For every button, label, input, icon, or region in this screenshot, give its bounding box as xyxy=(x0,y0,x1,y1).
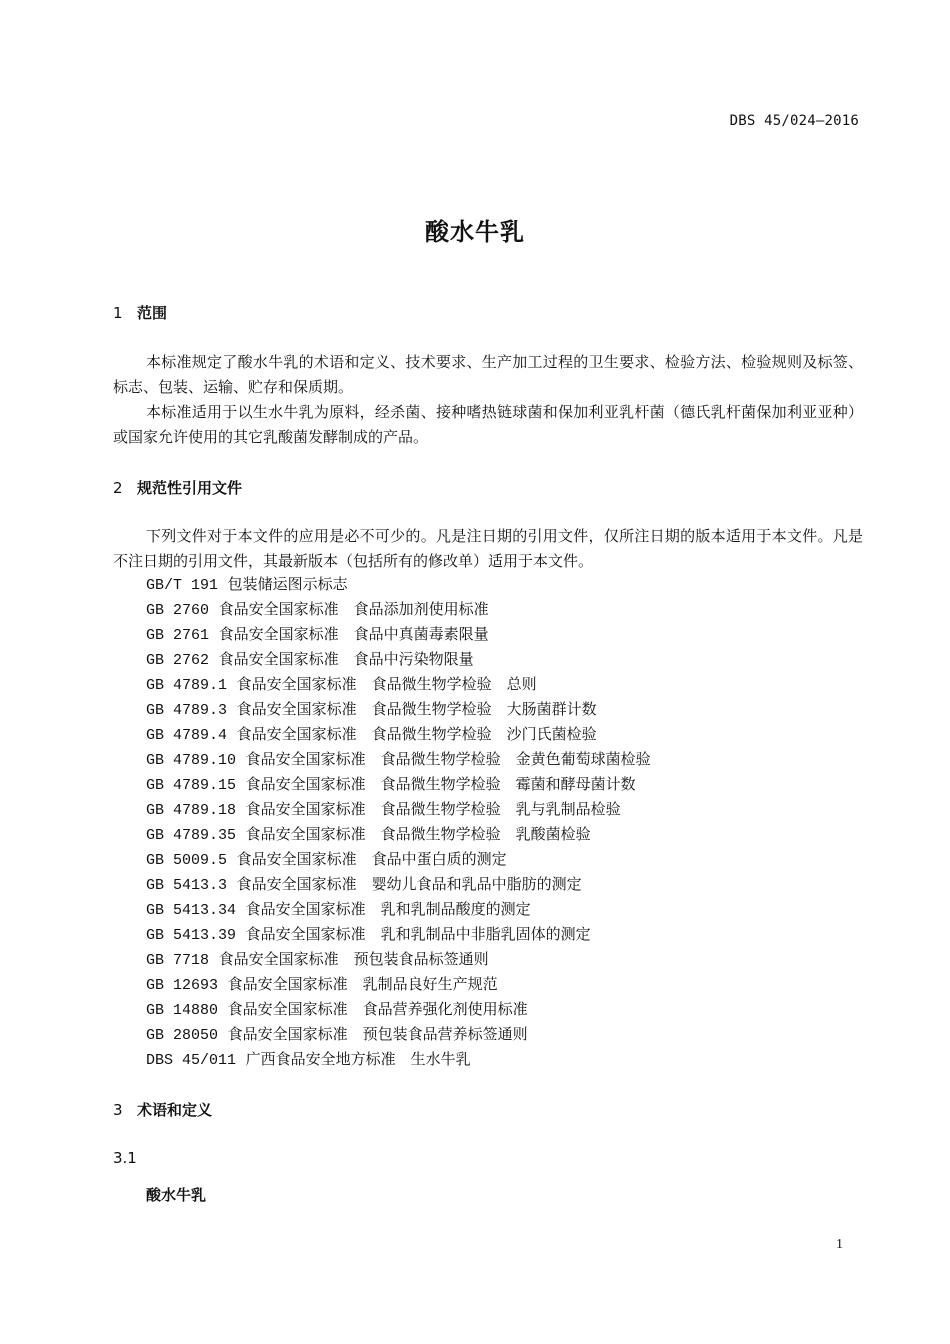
reference-item xyxy=(146,872,651,897)
reference-title: 食品安全国家标准 食品中真菌毒素限量 xyxy=(218,625,489,643)
reference-title: 食品安全国家标准 乳和乳制品中非脂乳固体的测定 xyxy=(245,925,591,943)
reference-title: 食品安全国家标准 乳制品良好生产规范 xyxy=(227,975,498,993)
reference-code: GB 5009.5 xyxy=(146,852,228,869)
reference-title: 包装储运图示标志 xyxy=(227,575,348,593)
reference-code: GB 2762 xyxy=(146,652,210,669)
scope-paragraph-2: 本标准适用于以生水牛乳为原料，经杀菌、接种嗜热链球菌和保加利亚乳杆菌（德氏乳杆菌保加利亚亚种）或国家允许使用的其它乳酸菌发酵制成的产品。 xyxy=(113,403,863,446)
reference-code: GB 5413.3 xyxy=(146,877,228,894)
reference-item xyxy=(146,572,651,597)
reference-item xyxy=(146,647,651,672)
reference-code: GB 14880 xyxy=(146,1002,219,1019)
subsection-number: 3.1 xyxy=(113,1149,137,1167)
reference-code: GB/T 191 xyxy=(146,577,219,594)
reference-code: GB 4789.15 xyxy=(146,777,237,794)
reference-code: GB 7718 xyxy=(146,952,210,969)
scope-paragraph-1: 本标准规定了酸水牛乳的术语和定义、技术要求、生产加工过程的卫生要求、检验方法、检验规则及标签、标志、包装、运输、贮存和保质期。 xyxy=(113,353,863,396)
reference-item xyxy=(146,597,651,622)
reference-item xyxy=(146,772,651,797)
reference-item xyxy=(146,997,651,1022)
standard-code: DBS 45/024—2016 xyxy=(729,113,859,129)
page-number: 1 xyxy=(836,1237,843,1252)
reference-title: 食品安全国家标准 食品中蛋白质的测定 xyxy=(236,850,507,868)
reference-title: 食品安全国家标准 食品微生物学检验 乳酸菌检验 xyxy=(245,825,591,843)
section-title: 规范性引用文件 xyxy=(137,479,243,497)
section-heading-terms-definitions xyxy=(113,1099,212,1120)
section-number: 3 xyxy=(113,1101,123,1119)
reference-item xyxy=(146,947,651,972)
reference-code: GB 4789.1 xyxy=(146,677,228,694)
reference-item xyxy=(146,922,651,947)
section-title: 术语和定义 xyxy=(137,1101,213,1119)
reference-item xyxy=(146,797,651,822)
reference-title: 食品安全国家标准 食品微生物学检验 总则 xyxy=(236,675,537,693)
reference-code: GB 28050 xyxy=(146,1027,219,1044)
reference-title: 食品安全国家标准 食品营养强化剂使用标准 xyxy=(227,1000,528,1018)
reference-list xyxy=(146,572,651,1072)
reference-code: GB 12693 xyxy=(146,977,219,994)
reference-item xyxy=(146,972,651,997)
section-heading-scope xyxy=(113,302,167,323)
reference-title: 食品安全国家标准 食品微生物学检验 金黄色葡萄球菌检验 xyxy=(245,750,651,768)
document-title: 酸水牛乳 xyxy=(425,218,525,246)
reference-item xyxy=(146,672,651,697)
reference-item xyxy=(146,697,651,722)
reference-code: GB 2761 xyxy=(146,627,210,644)
reference-code: GB 5413.39 xyxy=(146,927,237,944)
reference-title: 食品安全国家标准 食品微生物学检验 沙门氏菌检验 xyxy=(236,725,597,743)
reference-title: 食品安全国家标准 食品微生物学检验 乳与乳制品检验 xyxy=(245,800,621,818)
reference-title: 食品安全国家标准 预包装食品营养标签通则 xyxy=(227,1025,528,1043)
reference-title: 食品安全国家标准 食品添加剂使用标准 xyxy=(218,600,489,618)
section-number: 1 xyxy=(113,304,123,322)
reference-item xyxy=(146,622,651,647)
reference-code: GB 2760 xyxy=(146,602,210,619)
reference-title: 食品安全国家标准 婴幼儿食品和乳品中脂肪的测定 xyxy=(236,875,582,893)
reference-title: 食品安全国家标准 食品微生物学检验 霉菌和酵母菌计数 xyxy=(245,775,636,793)
reference-title: 食品安全国家标准 乳和乳制品酸度的测定 xyxy=(245,900,531,918)
reference-item xyxy=(146,1022,651,1047)
reference-item xyxy=(146,847,651,872)
reference-code: GB 4789.10 xyxy=(146,752,237,769)
reference-code: GB 4789.3 xyxy=(146,702,228,719)
reference-code: GB 5413.34 xyxy=(146,902,237,919)
reference-code: GB 4789.18 xyxy=(146,802,237,819)
reference-title: 食品安全国家标准 预包装食品标签通则 xyxy=(218,950,489,968)
term-name: 酸水牛乳 xyxy=(146,1186,207,1204)
reference-item xyxy=(146,747,651,772)
reference-item xyxy=(146,897,651,922)
reference-code: GB 4789.35 xyxy=(146,827,237,844)
reference-item xyxy=(146,1047,651,1072)
references-intro-paragraph: 下列文件对于本文件的应用是必不可少的。凡是注日期的引用文件，仅所注日期的版本适用于本文件。凡是不注日期的引用文件，其最新版本（包括所有的修改单）适用于本文件。 xyxy=(113,527,863,570)
reference-title: 广西食品安全地方标准 生水牛乳 xyxy=(245,1050,471,1068)
section-heading-normative-references xyxy=(113,477,242,498)
reference-title: 食品安全国家标准 食品微生物学检验 大肠菌群计数 xyxy=(236,700,597,718)
section-number: 2 xyxy=(113,479,123,497)
section-title: 范围 xyxy=(137,304,168,322)
reference-item xyxy=(146,822,651,847)
reference-code: GB 4789.4 xyxy=(146,727,228,744)
reference-code: DBS 45/011 xyxy=(146,1052,237,1069)
reference-item xyxy=(146,722,651,747)
reference-title: 食品安全国家标准 食品中污染物限量 xyxy=(218,650,474,668)
